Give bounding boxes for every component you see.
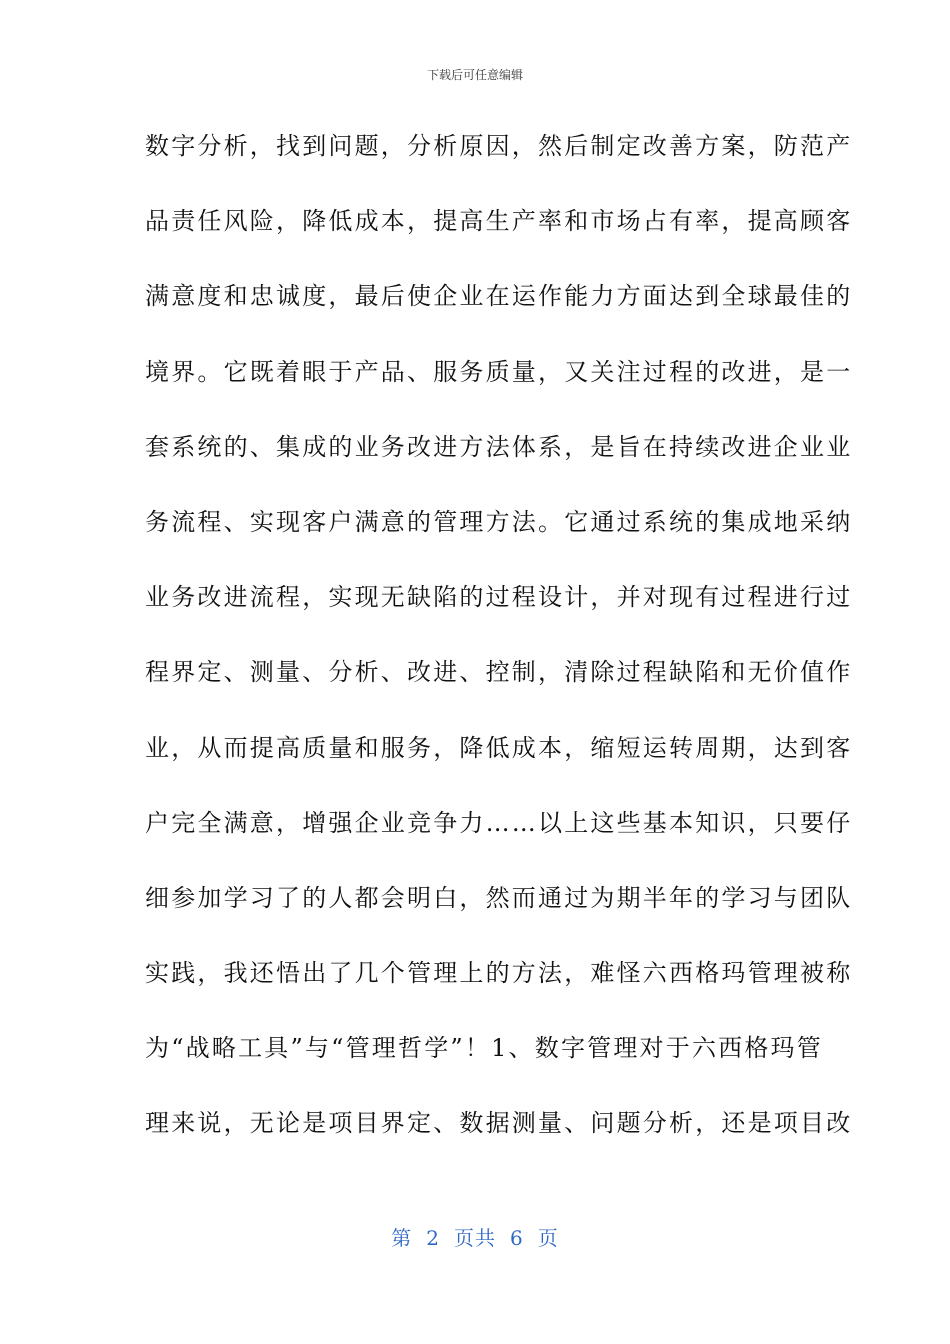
footer-suffix: 页: [537, 1226, 559, 1250]
footer-prefix: 第: [391, 1226, 413, 1250]
body-line: 套系统的、集成的业务改进方法体系，是旨在持续改进企业业: [145, 432, 853, 461]
body-line: 实践，我还悟出了几个管理上的方法，难怪六西格玛管理被称: [145, 959, 853, 988]
body-line: 业务改进流程，实现无缺陷的过程设计，并对现有过程进行过: [145, 583, 853, 612]
body-line: 细参加学习了的人都会明白，然而通过为期半年的学习与团队: [145, 883, 853, 912]
total-page-number: 6: [510, 1226, 524, 1250]
body-line: 境界。它既着眼于产品、服务质量，又关注过程的改进，是一: [145, 357, 853, 386]
footer-middle: 页共: [454, 1226, 496, 1250]
page-footer: [0, 1222, 950, 1251]
body-line: 品责任风险，降低成本，提高生产率和市场占有率，提高顾客: [145, 207, 853, 236]
document-body: [145, 120, 853, 1173]
body-line: 为“战略工具”与“管理哲学”！1、数字管理对于六西格玛管: [145, 1034, 823, 1063]
body-line: 程界定、测量、分析、改进、控制，清除过程缺陷和无价值作: [145, 658, 853, 687]
body-line: 理来说，无论是项目界定、数据测量、问题分析，还是项目改: [145, 1109, 853, 1138]
body-line: 务流程、实现客户满意的管理方法。它通过系统的集成地采纳: [145, 507, 853, 536]
body-line: 数字分析，找到问题，分析原因，然后制定改善方案，防范产: [145, 132, 853, 160]
body-line: 满意度和忠诚度，最后使企业在运作能力方面达到全球最佳的: [145, 282, 853, 311]
header-note: 下载后可任意编辑: [426, 68, 523, 82]
body-line: 户完全满意，增强企业竞争力……以上这些基本知识，只要仔: [145, 808, 853, 837]
body-line: 业，从而提高质量和服务，降低成本，缩短运转周期，达到客: [145, 733, 853, 762]
current-page-number: 2: [426, 1226, 440, 1250]
